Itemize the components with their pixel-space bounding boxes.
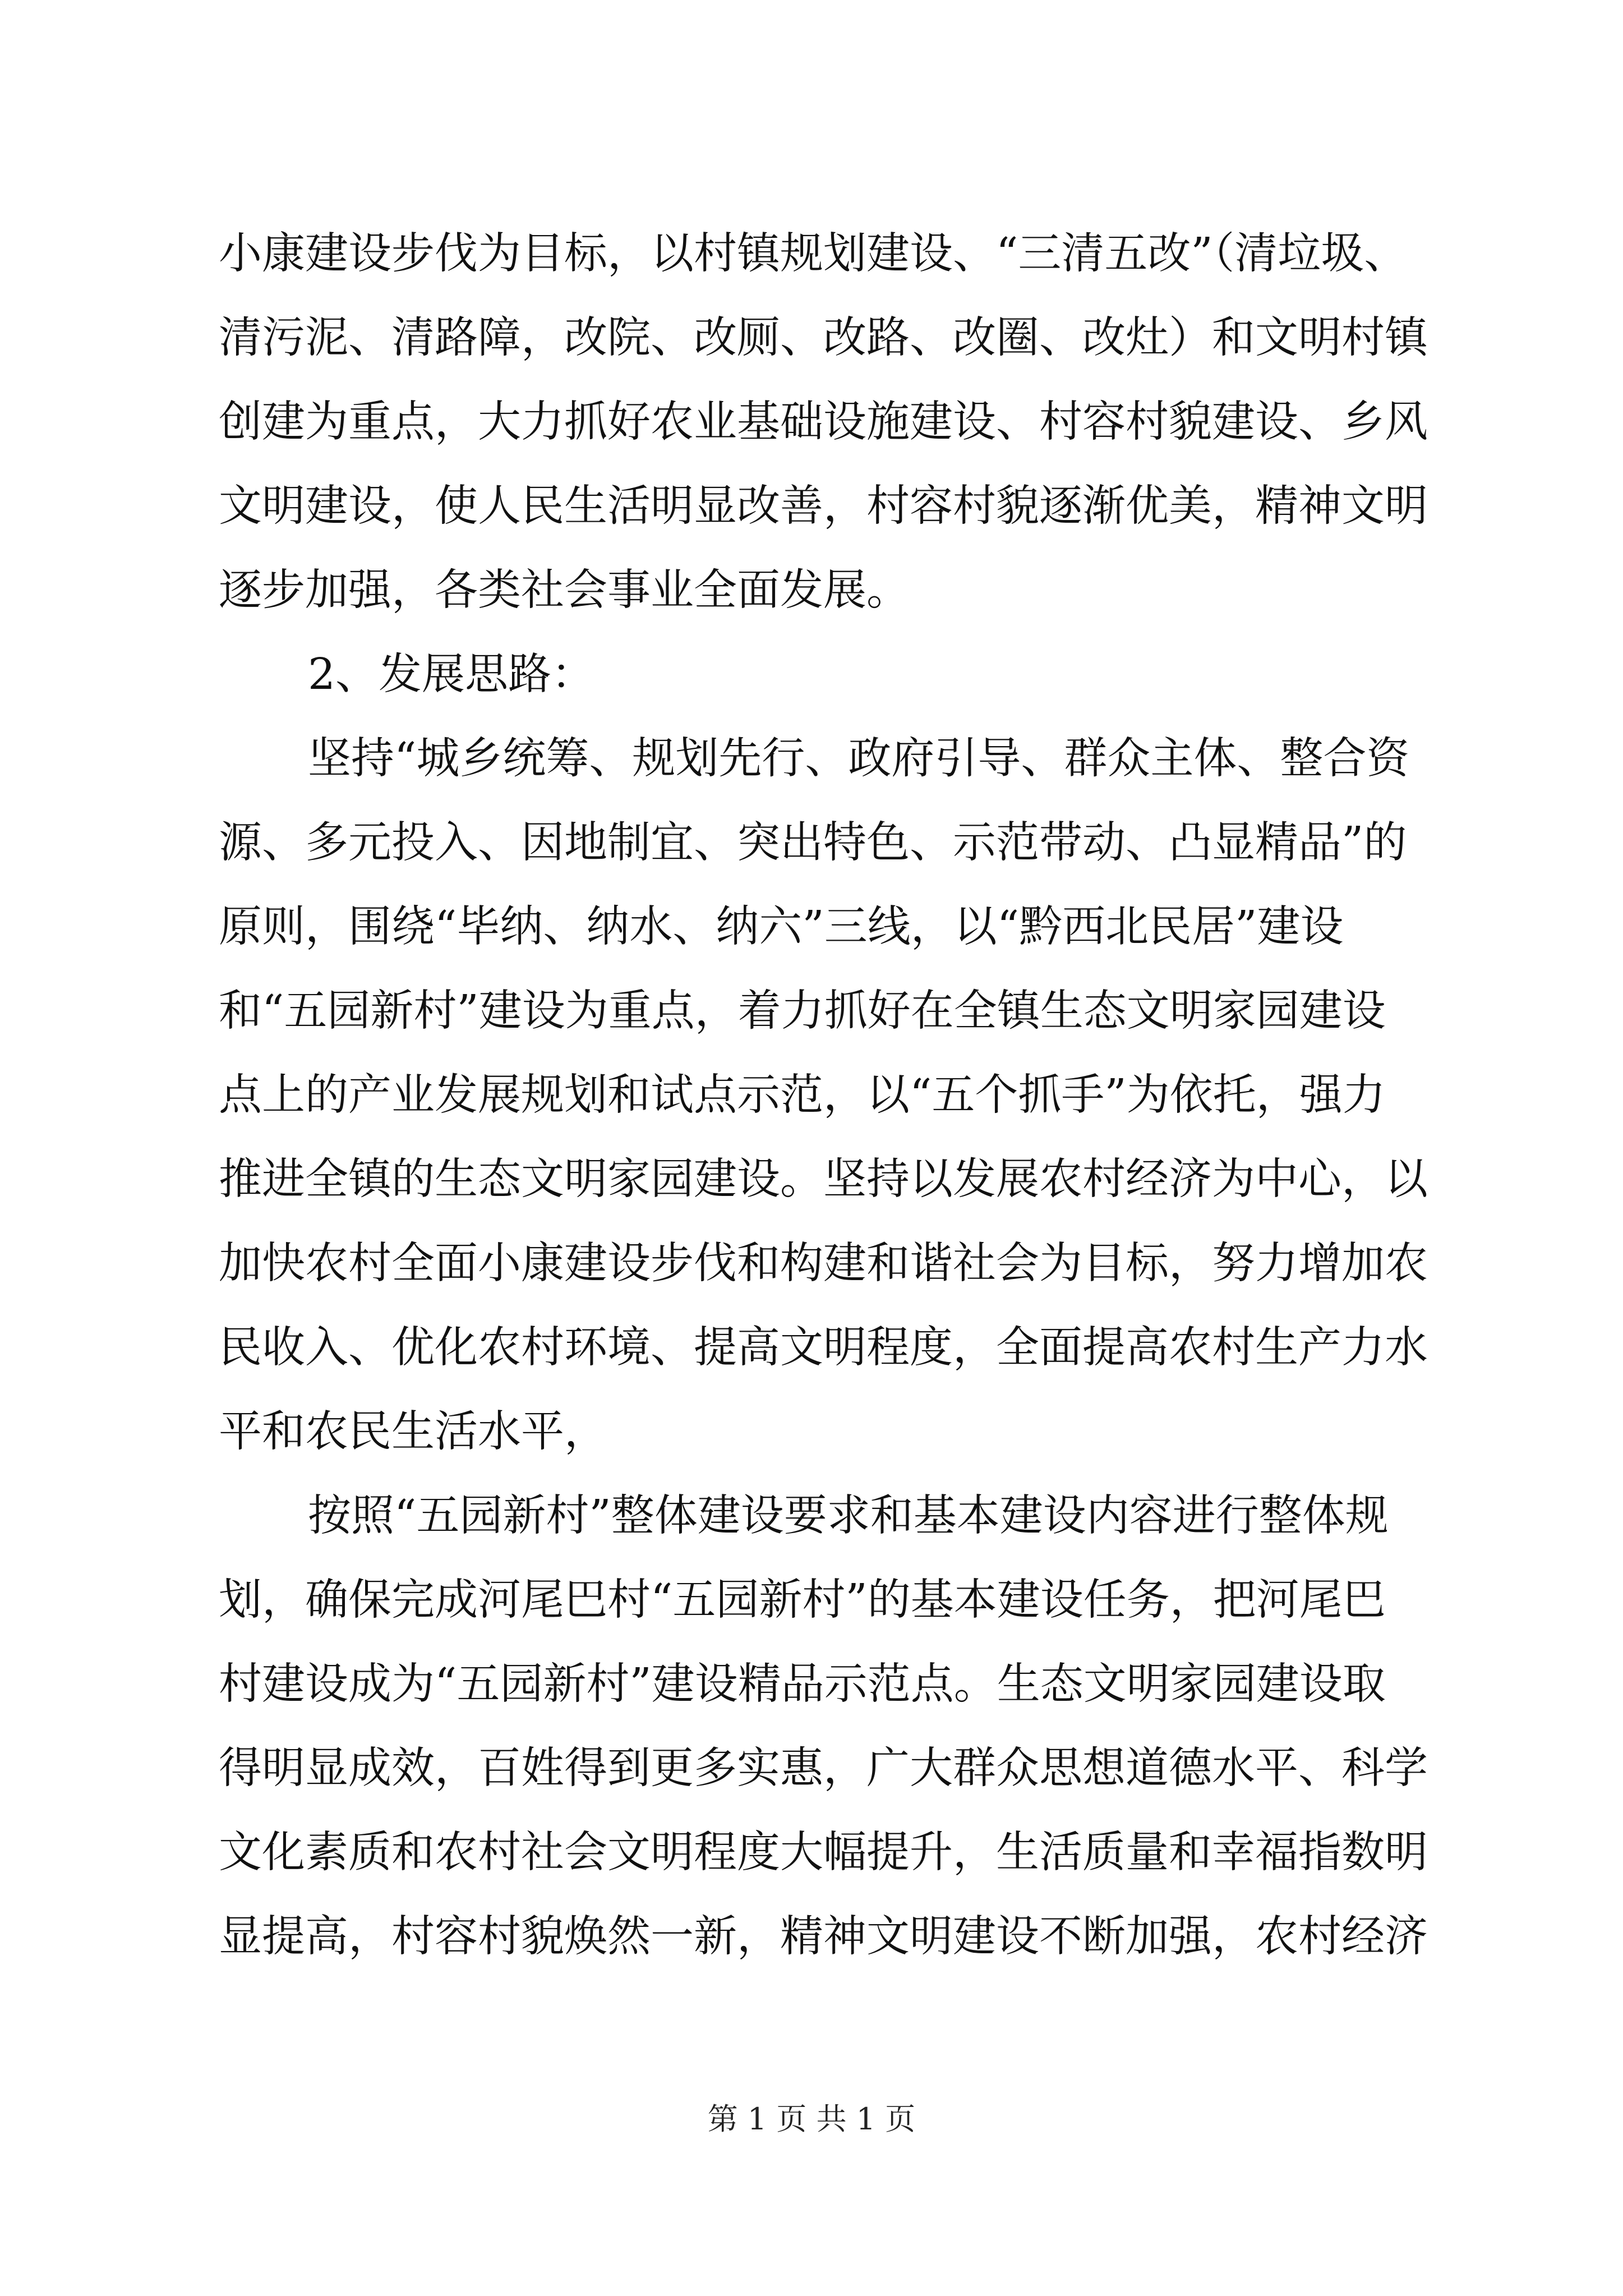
paragraph: [219, 1474, 1428, 1979]
text-line: 和“五园新村”建设为重点，着力抓好在全镇生态文明家园建设: [219, 986, 1386, 1036]
text-line: 小康建设步伐为目标，以村镇规划建设、“三清五改”（清垃圾、: [219, 229, 1408, 279]
section-heading: [219, 633, 1415, 717]
text-line: 创建为重点，大力抓好农业基础设施建设、村容村貌建设、乡风: [219, 397, 1428, 447]
text-line: 源、多元投入、因地制宜、突出特色、示范带动、凸显精品”的: [219, 818, 1407, 868]
text-line: 划，确保完成河尾巴村“五园新村”的基本建设任务，把河尾巴: [219, 1575, 1386, 1625]
text-line: 加快农村全面小康建设步伐和构建和谐社会为目标，努力增加农: [219, 1239, 1428, 1289]
page-footer: [0, 2097, 1623, 2142]
paragraph: [219, 717, 1428, 1474]
page-number-label: 第 1 页 共 1 页: [707, 2101, 916, 2137]
text-line: 清污泥、清路障，改院、改厕、改路、改圈、改灶）和文明村镇: [219, 313, 1428, 363]
text-line: 逐步加强，各类社会事业全面发展。: [219, 565, 910, 615]
text-line: 推进全镇的生态文明家园建设。坚持以发展农村经济为中心，以: [219, 1154, 1428, 1204]
text-line: 原则，围绕“毕纳、纳水、纳六”三线，以“黔西北民居”建设: [219, 902, 1344, 952]
text-line: 点上的产业发展规划和试点示范，以“五个抓手”为依托，强力: [219, 1070, 1386, 1120]
text-line: 文明建设，使人民生活明显改善，村容村貌逐渐优美，精神文明: [219, 481, 1428, 531]
text-line: 2、发展思路：: [308, 650, 594, 700]
document-body: [219, 212, 1428, 1979]
text-line: 显提高，村容村貌焕然一新，精神文明建设不断加强，农村经济: [219, 1912, 1428, 1962]
text-line: 按照“五园新村”整体建设要求和基本建设内容进行整体规: [308, 1491, 1389, 1541]
text-line: 村建设成为“五园新村”建设精品示范点。生态文明家园建设取: [219, 1659, 1386, 1709]
text-line: 得明显成效，百姓得到更多实惠，广大群众思想道德水平、科学: [219, 1743, 1428, 1793]
text-line: 民收入、优化农村环境、提高文明程度，全面提高农村生产力水: [219, 1323, 1428, 1373]
paragraph: [219, 212, 1428, 633]
text-line: 平和农民生活水平，: [219, 1407, 607, 1457]
text-line: 文化素质和农村社会文明程度大幅提升，生活质量和幸福指数明: [219, 1828, 1428, 1878]
text-line: 坚持“城乡统筹、规划先行、政府引导、群众主体、整合资: [308, 734, 1410, 784]
